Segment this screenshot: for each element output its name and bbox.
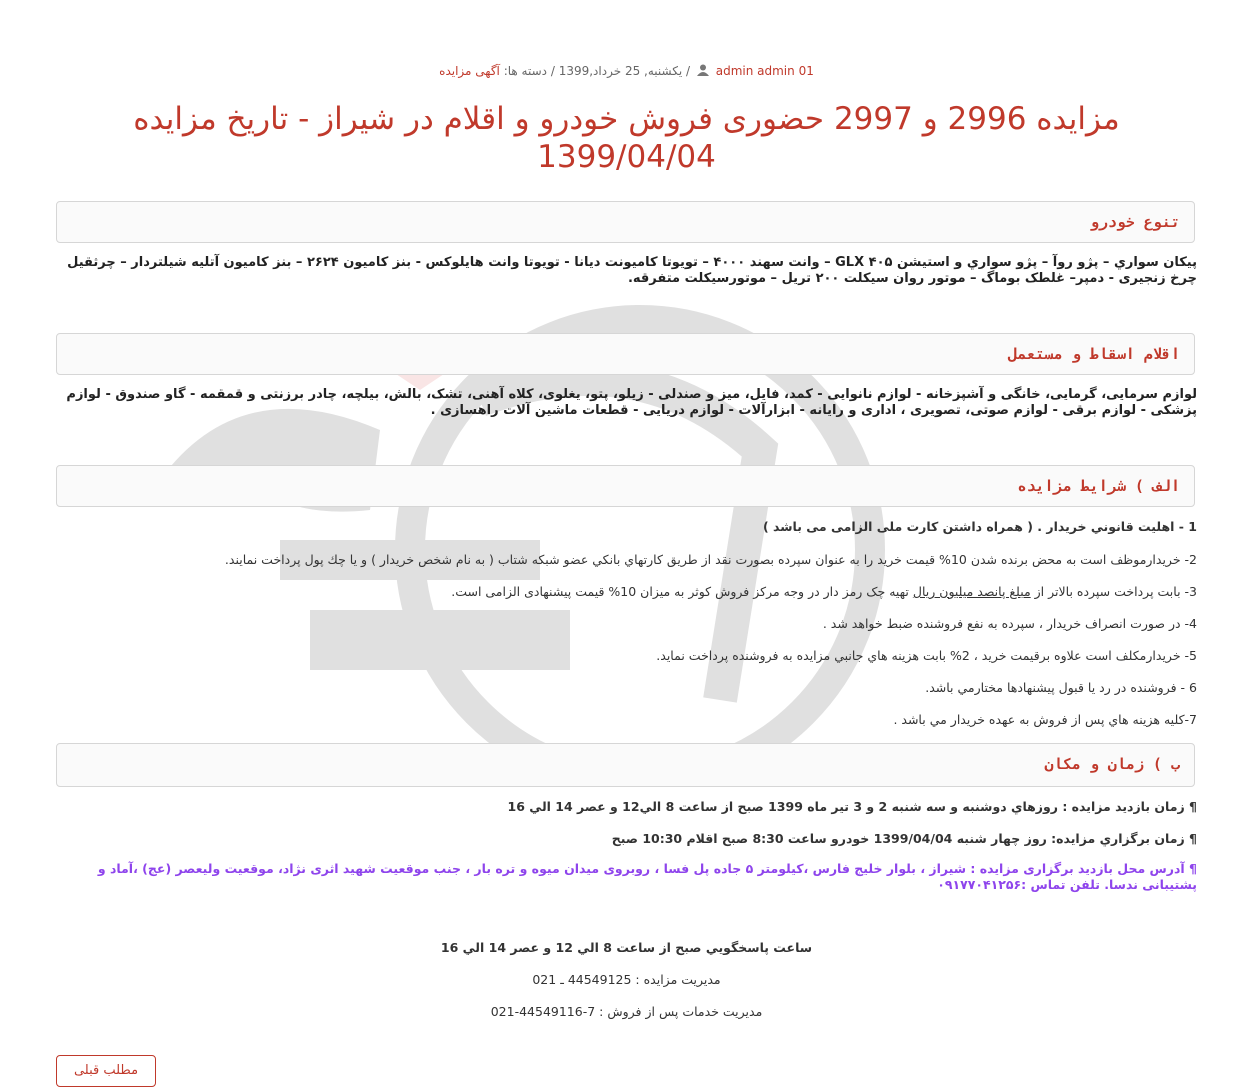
user-icon	[697, 64, 709, 76]
section-heading-label: تنوع خودرو	[1089, 213, 1180, 231]
meta-separator: /	[550, 64, 555, 78]
condition-item	[56, 584, 1197, 600]
condition-item: 7-كليه هزينه هاي پس از فروش به عهده خريدار مي باشد .	[893, 712, 1197, 727]
section-heading-label: الف ) شرايط مزايده	[1017, 477, 1180, 495]
condition-item: 6 - فروشنده در رد يا قبول پيشنهادها مختارمي باشد.	[925, 680, 1197, 695]
venue-address: ¶ آدرس محل بازدید برگزاری مزایده : شیراز ، بلوار خلیج فارس ،کیلومتر ۵ جاده پل فسا ، روبروی میدان میوه و تره بار ، جنب موقعیت شهید اثری نژاد، موقعیت ولیعصر (عج) ،آماد و پشتیبانی ندسا. تلفن تماس :۰۹۱۷۷۰۴۱۲۵۶	[97, 861, 1197, 892]
after-sales-phone: مديريت خدمات پس از فروش : 7-44549116-021	[490, 1004, 763, 1019]
condition-item-start: 3- بابت پرداخت سپرده بالاتر از	[1030, 584, 1197, 599]
section-heading-conditions	[56, 465, 1195, 507]
section-heading-label: اقلام اسقاط و مستعمل	[1008, 345, 1180, 363]
holding-time: ¶ زمان برگزاري مزايده: روز چهار شنبه 1399/04/04 خودرو ساعت 8:30 صبح اقلام 10:30 صبح	[611, 831, 1197, 846]
previous-post-button[interactable]: مطلب قبلی	[56, 1055, 156, 1087]
section-heading-time-place	[56, 743, 1195, 787]
section-heading-items	[56, 333, 1195, 375]
meta-separator: /	[686, 64, 691, 78]
author-link[interactable]: admin admin 01	[715, 64, 814, 78]
items-text: لوازم سرمایی، گرمایی، خانگی و آشپزخانه - لوازم نانوایی - کمد، فایل، میز و صندلی - زیلو، پتو، یغلوی، کلاه آهنی، تشک، بالش، بیلچه، چادر برزنتی و قمقمه - گاو صندوق - لوازم پزشکی - لوازم برقی - لوازم صوتی، تصویری ، اداری و رایانه - ابزارآلات - لوازم دریایی - قطعات ماشین آلات راهسازی .	[66, 387, 1197, 418]
section-heading-vehicles	[56, 201, 1195, 243]
condition-item: 2- خريدارموظف است به محض برنده شدن 10% قيمت خريد را به عنوان سپرده بصورت نقد از طريق کارتهاي بانکي عضو شبکه شتاب ( به نام شخص خريدار ) و يا چك پول پرداخت نمايند.	[224, 552, 1197, 567]
condition-item: 5- خريدارمكلف است علاوه برقيمت خريد ، 2% بابت هزينه هاي جانبي مزايده به فروشنده پرداخت نمايد.	[656, 648, 1197, 663]
category-link[interactable]: آگهی مزایده	[439, 64, 500, 78]
category-label: دسته ها:	[503, 64, 547, 78]
condition-item: 1 - اهليت قانوني خريدار . ( همراه داشتن کارت ملی الزامی می باشد )	[762, 519, 1197, 534]
condition-item: 4- در صورت انصراف خريدار ، سپرده به نفع فروشنده ضبط خواهد شد .	[822, 616, 1197, 631]
section-heading-label: ب ) زمان و مكان	[1044, 755, 1180, 773]
post-meta	[56, 64, 1197, 78]
page-title: مزایده 2996 و 2997 حضوری فروش خودرو و اقلام در شیراز - تاریخ مزایده 1399/04/04	[133, 101, 1120, 175]
visit-time: ¶ زمان بازديد مزايده : روزهاي دوشنبه و سه شنبه 2 و 3 تير ماه 1399 صبح از ساعت 8 الي12 و عصر 14 الي 16	[507, 799, 1197, 814]
condition-amount: مبلغ پانصد میلیون ریال	[912, 584, 1031, 599]
response-hours: ساعت پاسخگويي صبح از ساعت 8 الي 12 و عصر 14 الي 16	[440, 940, 813, 955]
vehicles-text: پيکان سواري – پژو روآ – پژو سواري و استیشن GLX ۴۰۵ – وانت سهند ۴۰۰۰ – تويوتا کاميونت ديانا - تويوتا وانت هايلوکس - بنز کاميون ۲۶۲۴ – بنز کاميون آتليه شيلتردار – چرثقيل چرخ زنجيری - دمپر– غلطک بوماگ – موتور روان سيکلت ۲۰۰ تريل – موتورسيکلت متفرقه.	[67, 255, 1197, 286]
post-date: يکشنبه, 25 خرداد,1399	[558, 64, 683, 78]
condition-item-rest: تهیه چک رمز دار در وجه مرکز فروش کوثر به میزان 10% قیمت پیشنهادی الزامی است.	[451, 584, 913, 599]
auction-management-phone: مديريت مزايده : 44549125 ـ 021	[532, 972, 721, 987]
